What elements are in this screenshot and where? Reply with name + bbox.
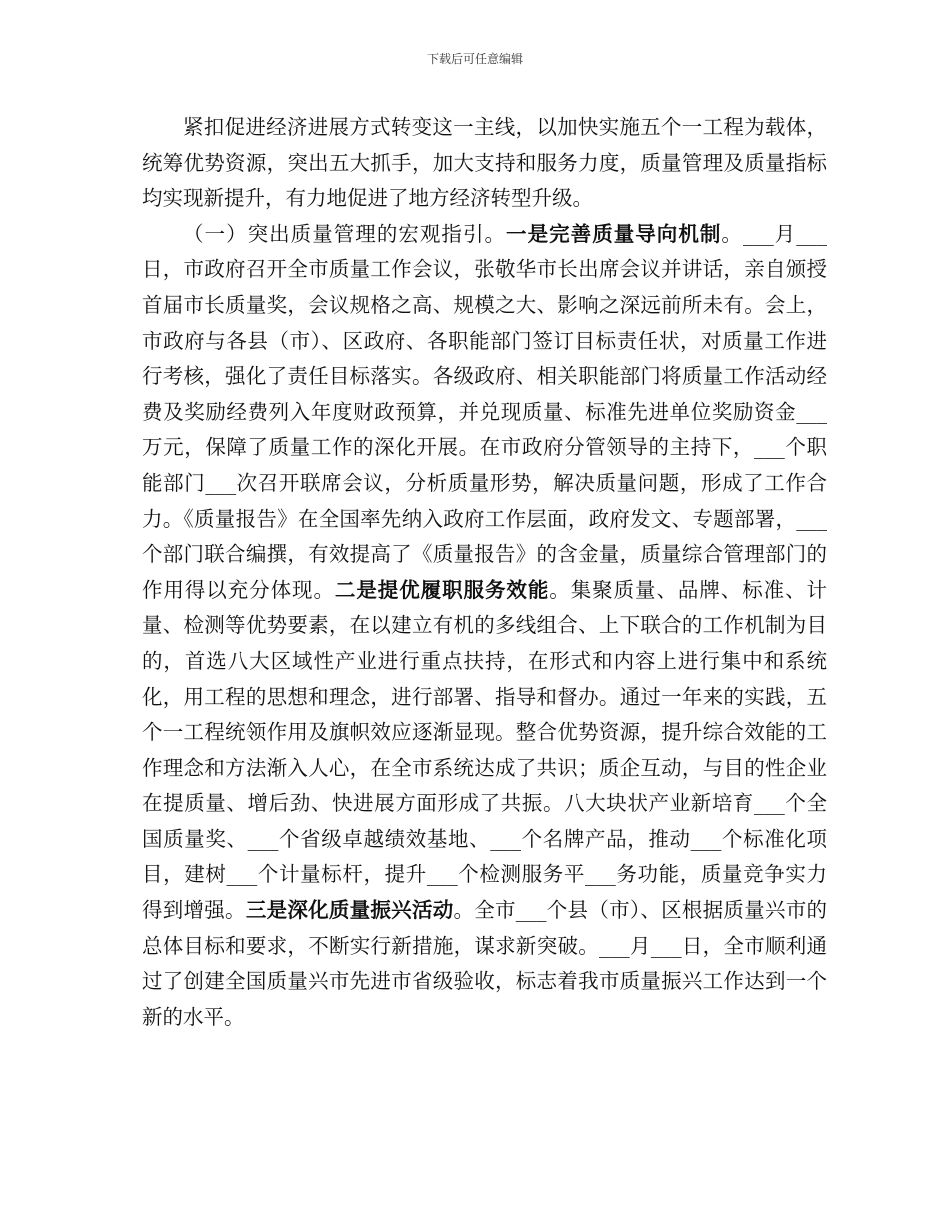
bold-point-3: 三是深化质量振兴活动	[245, 898, 454, 923]
paragraph-text: 。___月___日，市政府召开全市质量工作会议，张敬华市长出席会议并讲话，亲自颁授首届市长质量奖，会议规格之高、规模之大、影响之深远前所未有。会上，市政府与各县（市）、区政府、各职能部门签订目标责任状，对质量工作进行考核，强化了责任目标落实。各级政府、相关职能部门将质量工作活动经费及奖励经费列入年度财政预算，并兑现质量、标准先进单位奖励资金___万元，保障了质量工作的深化开展。在市政府分管领导的主持下，___个职能部门___次召开联席会议，分析质量形势，解决质量问题，形成了工作合力。《质量报告》在全国率先纳入政府工作层面，政府发文、专题部署，___个部门联合编撰，有效提高了《质量报告》的含金量，质量综合管理部门的作用得以充分体现。	[142, 221, 828, 602]
bold-point-1: 一是完善质量导向机制	[506, 221, 722, 246]
section-heading: （一）突出质量管理的宏观指引。	[183, 221, 507, 246]
bold-point-2: 二是提优履职服务效能	[334, 577, 550, 602]
paragraph-text: 紧扣促进经济进展方式转变这一主线，以加快实施五个一工程为载体，统筹优势资源，突出五大抓手，加大支持和服务力度，质量管理及质量指标均实现新提升，有力地促进了地方经济转型升级。	[142, 115, 827, 211]
paragraph-intro	[142, 110, 827, 217]
paragraph-text: 。集聚质量、品牌、标准、计量、检测等优势要素，在以建立有机的多线组合、上下联合的工作机制为目的，首选八大区域性产业进行重点扶持，在形式和内容上进行集中和系统化，用工程的思想和理念，进行部署、指导和督办。通过一年来的实践，五个一工程统领作用及旗帜效应逐渐显现。整合优势资源，提升综合效能的工作理念和方法渐入人心，在全市系统达成了共识；质企互动，与目的性企业在提质量、增后劲、快进展方面形成了共振。八大块状产业新培育___个全国质量奖、___个省级卓越绩效基地、___个名牌产品，推动___个标准化项目，建树___个计量标杆，提升___个检测服务平___务功能，质量竞争实力得到增强。	[142, 577, 828, 923]
document-body	[142, 110, 827, 1035]
paragraph-section-1	[142, 217, 827, 1036]
paragraph-text: 。全市___个县（市）、区根据质量兴市的总体目标和要求，不断实行新措施，谋求新突破。___月___日，全市顺利通过了创建全国质量兴市先进市省级验收，标志着我市质量振兴工作达到一个新的水平。	[142, 898, 827, 1029]
page-header: 下载后可任意编辑	[426, 52, 523, 66]
